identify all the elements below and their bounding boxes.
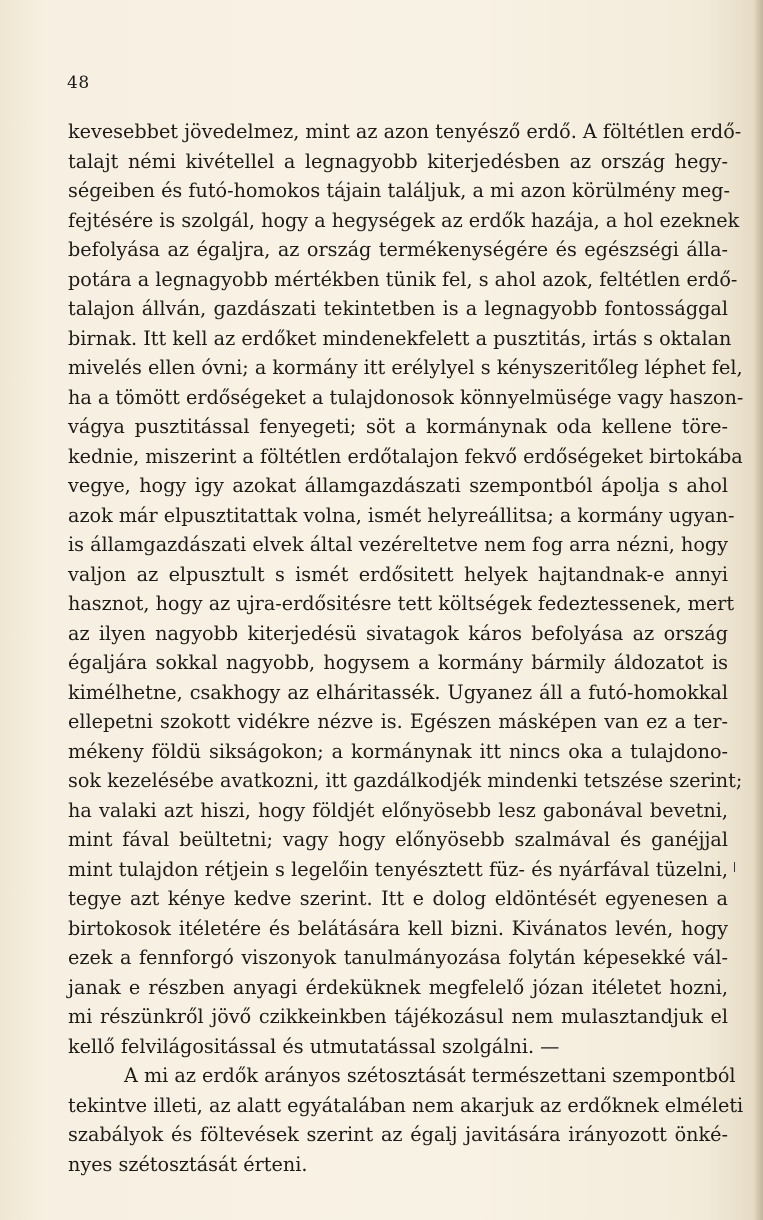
text-line: azok már elpusztitattak volna, ismét helyreállitsa; a kormány ugyan- (68, 503, 735, 527)
text-line: A mi az erdők arányos szétosztását természettani szempontból (124, 1064, 736, 1087)
page-edge-shadow (753, 0, 763, 1220)
text-line: égaljára sokkal nagyobb, hogysem a kormány bármily áldozatot is (68, 651, 728, 674)
page-number: 48 (67, 73, 90, 93)
text-line: mi részünkről jövő czikkeinkben tájékozásul nem mulasztandjuk el (68, 1005, 728, 1028)
text-line: mint tulajdon rétjein s legelőin tenyésztett füz- és nyárfával tüzelni, (68, 857, 728, 881)
text-line: szabályok és föltevések szerint az égalj javitására irányozott önké- (68, 1123, 728, 1146)
text-line: is államgazdászati elvek által vezéreltetve nem fog arra nézni, hogy (68, 533, 729, 556)
text-line: birtokosok itéletére és belátására kell bizni. Kivánatos levén, hogy (68, 916, 728, 940)
text-line: vágya pusztitással fenyegeti; söt a kormánynak oda kellene töre- (68, 415, 728, 438)
text-line: fejtésére is szolgál, hogy a hegységek az erdők hazája, a hol ezeknek (68, 208, 740, 232)
text-line: nyes szétosztását érteni. (68, 1152, 308, 1176)
text-line: ségeiben és futó-homokos tájain találjuk, a mi azon körülmény meg- (68, 179, 731, 202)
text-line: janak e részben anyagi érdeküknek megfelelő józan itéletet hozni, (68, 975, 728, 999)
text-line: ha valaki azt hiszi, hogy földjét előnyösebb lesz gabonával bevetni, (68, 798, 728, 822)
text-line: talajon állván, gazdászati tekintetben is a legnagyobb fontossággal (68, 297, 728, 320)
text-line: ellepetni szokott vidékre nézve is. Egészen másképen van ez a ter- (68, 710, 728, 733)
text-line: mint fával beültetni; vagy hogy előnyösebb szalmával és ganéjjal (68, 828, 728, 851)
text-line: sok kezelésébe avatkozni, itt gazdálkodjék mindenki tetszése szerint; (68, 769, 743, 792)
text-line: kednie, miszerint a föltétlen erdőtalajon fekvő erdőségeket birtokába (68, 444, 743, 468)
text-line: valjon az elpusztult s ismét erdősitett helyek hajtandnak-e annyi (68, 562, 728, 586)
text-line: hasznot, hogy az ujra-erdősitésre tett költségek fedeztessenek, mert (68, 592, 735, 615)
text-line: kevesebbet jövedelmez, mint az azon tenyésző erdő. A föltétlen erdő- (68, 120, 742, 143)
text-line: kellő felvilágositással és utmutatással szolgálni. — (68, 1034, 560, 1058)
text-line: mivelés ellen óvni; a kormány itt erélylyel s kényszeritőleg léphet fel, (68, 356, 743, 379)
text-line: befolyása az égaljra, az ország termékenységére és egészségi álla- (68, 238, 728, 261)
text-line: kimélhetne, csakhogy az elháritassék. Ugyanez áll a futó-homokkal (68, 680, 728, 704)
text-line: ezek a fennforgó viszonyok tanulmányozása folytán képesekké vál- (68, 946, 728, 969)
text-line: talajt némi kivétellel a legnagyobb kiterjedésben az ország hegy- (68, 149, 728, 173)
text-line: tegye azt kénye kedve szerint. Itt e dolog eldöntését egyenesen a (68, 887, 728, 910)
stray-print-mark (734, 862, 735, 872)
body-text (68, 117, 744, 1179)
text-line: vegye, hogy igy azokat államgazdászati szempontból ápolja s ahol (68, 474, 728, 497)
text-line: potára a legnagyobb mértékben tünik fel, s ahol azok, feltétlen erdő- (68, 267, 738, 291)
text-line: birnak. Itt kell az erdőket mindenekfelett a pusztitás, irtás s oktalan (68, 326, 732, 350)
text-line: tekintve illeti, az alatt egyátalában nem akarjuk az erdőknek elméleti (68, 1093, 744, 1117)
text-line: az ilyen nagyobb kiterjedésü sivatagok káros befolyása az ország (68, 621, 728, 645)
text-line: mékeny földü sikságokon; a kormánynak itt nincs oka a tulajdono- (68, 739, 728, 763)
text-line: ha a tömött erdőségeket a tulajdonosok könnyelmüsége vagy haszon- (68, 385, 744, 409)
